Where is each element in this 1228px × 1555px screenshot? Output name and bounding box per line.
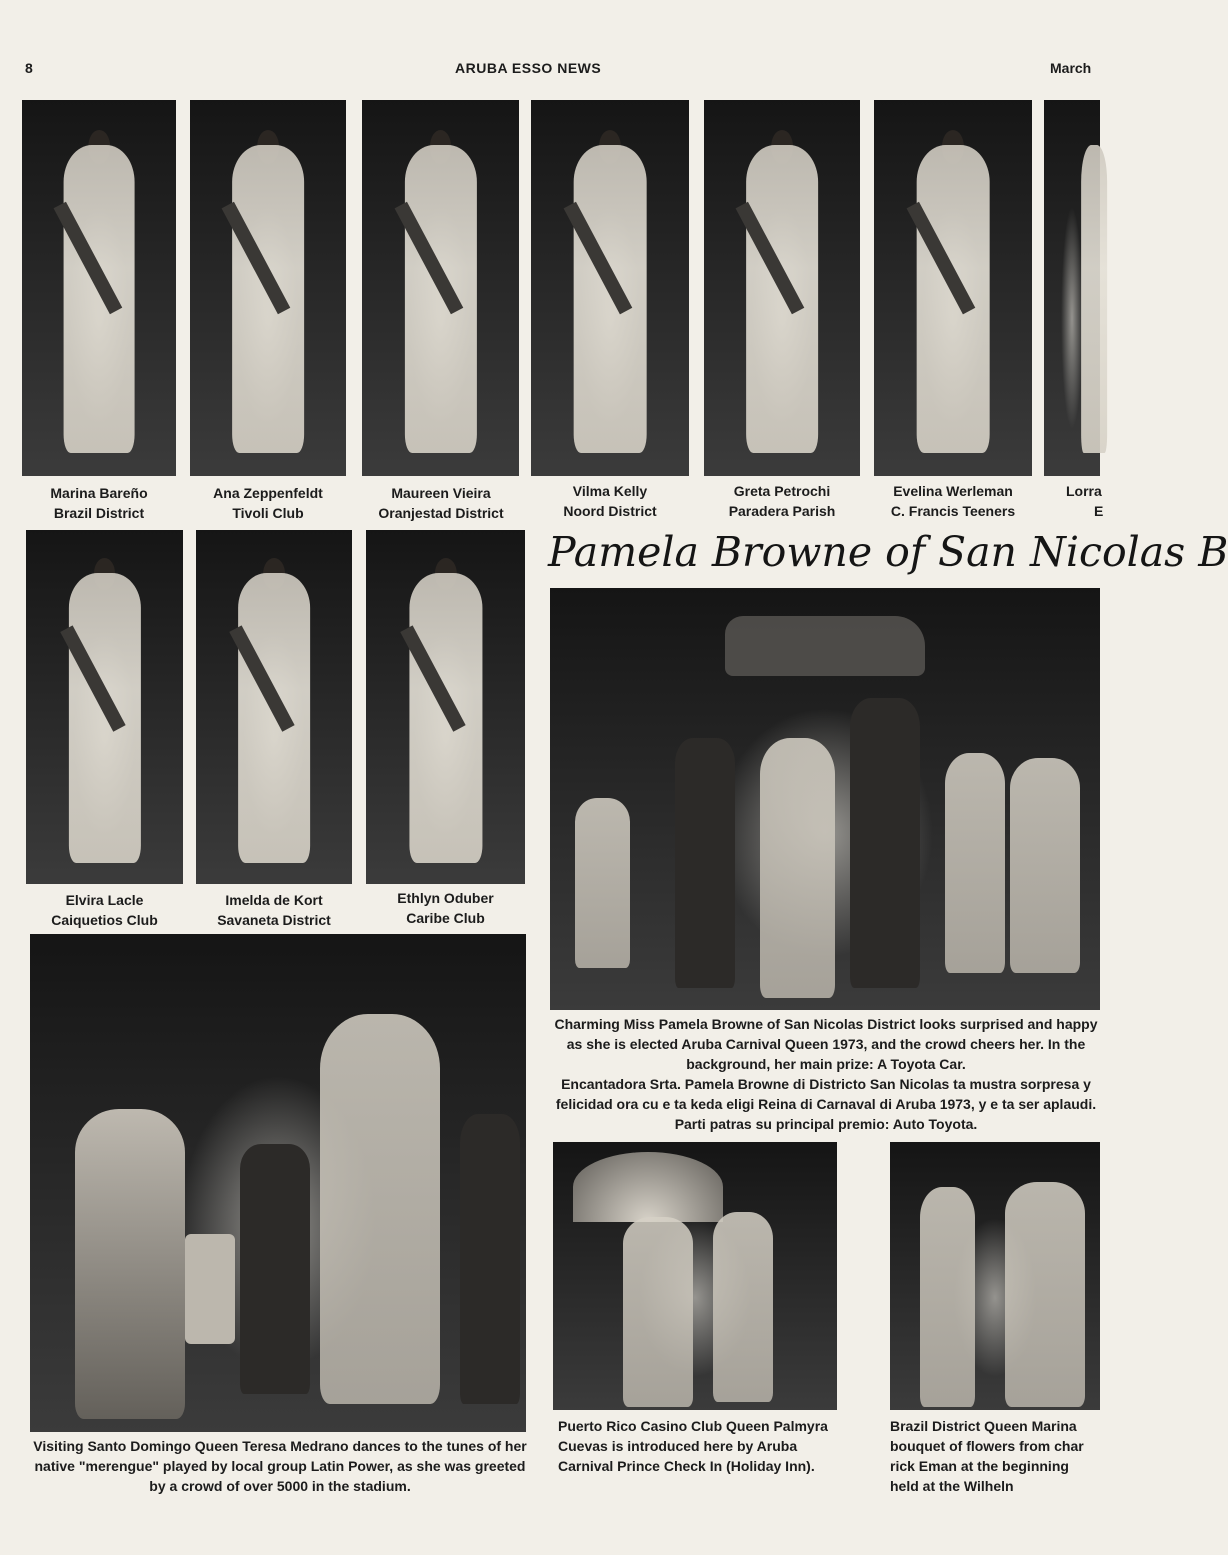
photo-contestant-4 — [531, 100, 689, 476]
santo-domingo-queen-caption: Visiting Santo Domingo Queen Teresa Medrano dances to the tunes of her native "merengue" played by local group Latin Power, as she was greeted by a crowd of over 5000 in the stadium. — [33, 1438, 527, 1494]
photo-contestant-7 — [1044, 100, 1100, 476]
caption-contestant-9: Imelda de Kort Savaneta District — [217, 892, 331, 928]
photo-santo-domingo-queen-dancing — [30, 934, 526, 1432]
photo-contestant-1 — [22, 100, 176, 476]
caption-contestant-10: Ethlyn Oduber Caribe Club — [397, 890, 494, 926]
article-headline: Pamela Browne of San Nicolas B — [548, 528, 1228, 576]
caption-contestant-7: Lorra E — [1066, 483, 1104, 519]
photo-contestant-10 — [366, 530, 525, 884]
page-number: 8 — [25, 60, 33, 76]
main-photo-caption-english: Charming Miss Pamela Browne of San Nicolas District looks surprised and happy as she is elected Aruba Carnival Queen 1973, and the crowd cheers her. In the background, her main prize: A Toyota Car. — [554, 1016, 1098, 1072]
caption-contestant-4: Vilma Kelly Noord District — [563, 483, 657, 519]
brazil-queen-caption: Brazil District Queen Marina bouquet of flowers from char rick Eman at the beginning held at the Wilheln — [890, 1418, 1084, 1494]
main-photo-caption-papiamento: Encantadora Srta. Pamela Browne di Districto San Nicolas ta mustra sorpresa y felicidad ora cu e ta keda eligi Reina di Carnaval di Aruba 1973, y e ta ser aplaudi. Parti patras su principal premio: Auto Toyota. — [555, 1076, 1097, 1132]
page-header — [0, 56, 1100, 80]
photo-carnival-queen-crowning — [550, 588, 1100, 1010]
photo-brazil-queen-bouquet — [890, 1142, 1100, 1410]
photo-contestant-2 — [190, 100, 346, 476]
puerto-rico-queen-caption: Puerto Rico Casino Club Queen Palmyra Cuevas is introduced here by Aruba Carnival Prince Check In (Holiday Inn). — [558, 1418, 828, 1474]
caption-contestant-5: Greta Petrochi Paradera Parish — [728, 483, 836, 519]
caption-contestant-8: Elvira Lacle Caiquetios Club — [51, 892, 158, 928]
photo-contestant-8 — [26, 530, 183, 884]
photo-contestant-6 — [874, 100, 1032, 476]
issue-date: March — [1050, 60, 1092, 76]
photo-contestant-3 — [362, 100, 519, 476]
caption-contestant-3: Maureen Vieira Oranjestad District — [378, 485, 504, 521]
photo-contestant-9 — [196, 530, 352, 884]
photo-contestant-5 — [704, 100, 860, 476]
publication-title: ARUBA ESSO NEWS — [455, 60, 602, 76]
caption-contestant-2: Ana Zeppenfeldt Tivoli Club — [213, 485, 323, 521]
caption-contestant-1: Marina Bareño Brazil District — [50, 485, 148, 521]
photo-puerto-rico-queen — [553, 1142, 837, 1410]
caption-contestant-6: Evelina Werleman C. Francis Teeners — [890, 483, 1016, 519]
